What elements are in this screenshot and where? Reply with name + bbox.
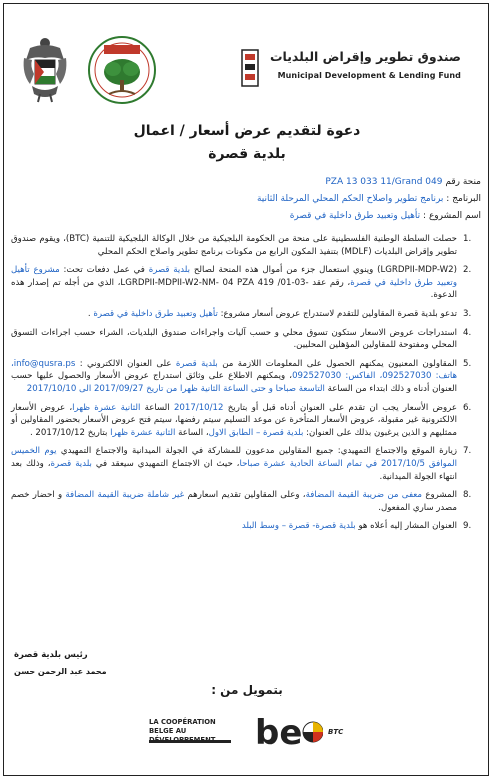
list-item [11, 264, 481, 302]
item-text: زيارة الموقع والاجتماع التمهيدي: جميع المقاولين مدعوون للمشاركة في الجولة الميدانية والاجتماع التمهيدي [56, 446, 457, 457]
item-highlight: يوم الخميس الموافق 2017/10/5 في تمام الساعة الحادية عشرة صباحا [11, 446, 458, 469]
item-number: .4 [463, 327, 472, 338]
program-label: البرنامج : [446, 194, 481, 204]
program-value: برنامج تطوير واصلاح الحكم المحلي المرحلة الثانية [256, 194, 444, 204]
item-highlight: مشروع تأهيل وتعبيد طرق داخلية في قصرة [11, 265, 457, 288]
coop-line2: BELGE AU [149, 727, 187, 735]
item-number: .2 [463, 265, 472, 276]
item-text: . [87, 308, 94, 319]
item-highlight: الثانية عشرة ظهرا [72, 402, 141, 413]
fund-name-en: Municipal Development & Lending Fund [277, 71, 461, 80]
item-highlight: بلدية قصرة – الطابق الاول [208, 427, 304, 438]
item-highlight: بلدية قصرة [175, 358, 218, 369]
be-logo-icon [253, 712, 323, 752]
item-number: .9 [463, 521, 472, 532]
item-number: .6 [463, 402, 472, 413]
item-text: ، وذلك بعد انتهاء الجولة الميدانية. [11, 458, 457, 482]
item-text: عروض الأسعار يجب ان تقدم على العنوان أدناه قبل أو بتاريخ [223, 402, 457, 413]
item-text: استدراجات عروض الاسعار ستكون تسوق محلي و حسب آليات واجراءات صندوق البلديات، الشراء حسب اجراءات التسوق المحلي ومفتوحة للمقاولين المؤهلين المحليين. [11, 327, 457, 351]
municipality-title: بلدية قصرة [208, 146, 286, 162]
item-highlight: بلدية قصرة [148, 265, 191, 276]
item-text: في عمل دفعات تحت: [59, 265, 149, 276]
list-item [11, 520, 481, 533]
item-text: على العنوان الالكتروني : [75, 358, 176, 369]
item-text: العنوان المشار إليه أعلاه هو [355, 521, 457, 532]
item-highlight: معفى من ضريبة القيمة المضافة [305, 490, 423, 501]
item-text: بتاريخ 2017/10/12 . [29, 427, 111, 438]
items-list [11, 233, 481, 539]
grant-label: منحة رقم [445, 177, 481, 187]
item-number: .5 [463, 358, 472, 369]
coop-line1: LA COOPÉRATION [149, 718, 216, 726]
item-text: ، عروض الأسعار الالكترونية غير مقبولة، عروض الأسعار المتأخرة عن موعد التسليم سيتم رفضها، سيتم فتح عروض الأسعار بحضور المقاولين أو ممثليهم و الذين يرغبون بذلك على العنوان: [11, 402, 457, 438]
project-line [11, 210, 481, 223]
list-item [11, 327, 481, 352]
item-text: و احضار خصم مصدر ساري المفعول. [11, 490, 457, 513]
item-text: حصلت السلطة الوطنية الفلسطينية على منحة من الحكومة البلجيكية من خلال الوكالة البلجيكية للتنمية (BTC)، ويقوم صندوق تطوير وإقراض البلديات (MDLF) بتنفيذ المكون الرابع من مكونات برنامج تطوير واصلاح الحكم المحلي [11, 234, 457, 257]
project-label: اسم المشروع : [423, 211, 481, 221]
belgian-cooperation-logo [149, 716, 239, 756]
list-item [11, 402, 481, 440]
item-highlight: الثانية عشرة ظهرا [110, 427, 176, 438]
funded-by-label: بتمويل من : [211, 683, 283, 697]
item-number: .3 [463, 308, 472, 319]
item-highlight: بلدية قصرة [50, 458, 92, 469]
item-highlight: غير شاملة ضريبة القيمة المضافة [65, 490, 185, 501]
list-item [11, 233, 481, 258]
be-logo-mark: be [255, 713, 303, 752]
item-text: المقاولون المعنيون يمكنهم الحصول على المعلومات اللازمة من [217, 358, 457, 369]
item-text: تدعو بلدية قصرة المقاولين للتقدم لاستدراج عروض أسعار مشروع: [217, 308, 457, 319]
list-item [11, 308, 481, 321]
qusra-municipality-seal-icon [87, 34, 157, 106]
item-text: ، وعلى المقاولين تقديم اسعارهم [184, 490, 306, 501]
item-text: ، حيث ان الاجتماع التمهيدي سيعقد في [91, 458, 240, 469]
item-highlight: 2017/10/12 [173, 402, 224, 413]
program-line [11, 193, 481, 206]
list-item [11, 445, 481, 483]
contact-info: info@qusra.ps، هاتف: 092527030، الفاكس: 092527030 [11, 358, 457, 382]
mdlf-mark-icon [240, 48, 260, 88]
list-item [11, 358, 481, 396]
project-value: تأهيل وتعبيد طرق داخلية في قصرة [289, 211, 421, 221]
coop-underline-icon [149, 740, 231, 746]
signature-name: محمد عبد الرحمن حسن [14, 667, 107, 676]
invitation-title: دعوة لتقديم عرض أسعار / اعمال [133, 123, 361, 139]
item-text: ، ويمكنهم الاطلاع على وثائق استدراج عروض الأسعار والحصول عليها حسب العنوان أدناه و ذلك ابتداء من الساعة [11, 371, 457, 394]
item-number: .8 [463, 490, 472, 501]
signature-title: رئيس بلدية قصرة [14, 650, 88, 660]
item-highlight: بلدية قصرة- قصرة – وسط البلد [241, 521, 356, 532]
fund-name-ar: صندوق تطوير وإقراض البلديات [269, 49, 461, 64]
item-number: .1 [463, 234, 472, 244]
item-text: المشروع [422, 490, 457, 501]
item-text: ، رقم عقد -03-LGRDPII-MDPII-W2-NM- 04 PZA 419 /01، الذي من أجله تم إصدار هذه الدعوة. [11, 277, 457, 301]
palestinian-emblem-icon [20, 34, 70, 104]
mdlf-logo [236, 45, 461, 95]
btc-label: BTC [328, 728, 344, 736]
item-text: الساعة [140, 402, 174, 413]
item-text: ، الساعة [175, 427, 209, 438]
list-item [11, 489, 481, 514]
item-number: .7 [463, 446, 472, 457]
item-text: (LGRDPII-MDP-W2) وينوي استعمال جزء من أموال هذه المنحة لصالح [190, 265, 457, 276]
grant-value: PZA 13 033 11/Grand 049 [325, 177, 443, 187]
item-highlight: تأهيل وتعبيد طرق داخلية في قصرة [93, 308, 218, 319]
grant-number-line [11, 176, 481, 189]
item-highlight: التاسعة صباحا و حتى الساعة الثانية ظهرا من تاريخ 2017/09/27 الى 2017/10/10 [26, 383, 325, 394]
